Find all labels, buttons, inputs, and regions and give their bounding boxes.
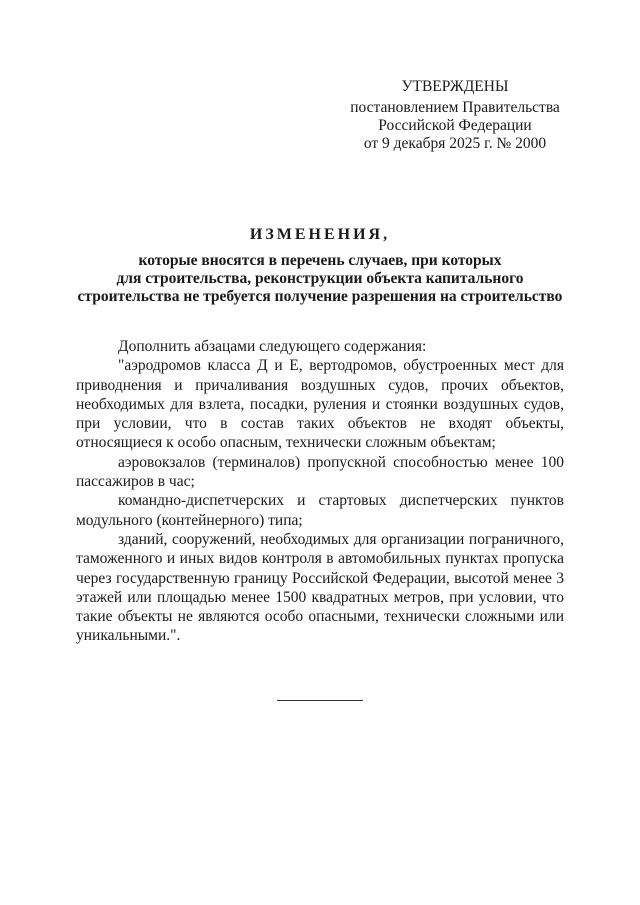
body-paragraph: зданий, сооружений, необходимых для организации пограничного, таможенного и иных видов контроля в автомобильных пунктах пропуска через государственную границу Российской Федерации, высотой менее 3 этажей или площадью менее 1500 квадратных метров, при условии, что такие объекты не являются особо опасными, технически сложными или уникальными.". bbox=[76, 530, 564, 645]
body-paragraph: командно-диспетчерских и стартовых диспетчерских пунктов модульного (контейнерного) типа; bbox=[76, 492, 564, 529]
approval-heading: УТВЕРЖДЕНЫ bbox=[401, 78, 509, 95]
approval-line: Российской Федерации bbox=[378, 117, 532, 134]
title-subtitle-line: которые вносятся в перечень случаев, при которых bbox=[138, 252, 502, 269]
approval-line: постановлением Правительства bbox=[350, 99, 560, 116]
document-title bbox=[62, 226, 578, 306]
document-body bbox=[76, 337, 564, 646]
closing-rule bbox=[277, 700, 363, 701]
title-subtitle-line: для строительства, реконструкции объекта капитального bbox=[116, 270, 524, 287]
title-main: ИЗМЕНЕНИЯ, bbox=[249, 226, 391, 243]
approval-line: от 9 декабря 2025 г. № 2000 bbox=[363, 135, 547, 152]
body-paragraph: "аэродромов класса Д и Е, вертодромов, обустроенных мест для приводнения и причаливания воздушных судов, прочих объектов, необходимых для взлета, посадки, руления и стоянки воздушных судов, при условии, что в состав таких объектов не входят объекты, относящиеся к особо опасным, технически сложным объектам; bbox=[76, 357, 564, 452]
body-paragraph: аэровокзалов (терминалов) пропускной способностью менее 100 пассажиров в час; bbox=[76, 453, 564, 491]
approval-stamp bbox=[340, 78, 570, 153]
title-subtitle-line: строительства не требуется получение разрешения на строительство bbox=[77, 288, 563, 305]
intro-paragraph: Дополнить абзацами следующего содержания: bbox=[118, 338, 427, 355]
